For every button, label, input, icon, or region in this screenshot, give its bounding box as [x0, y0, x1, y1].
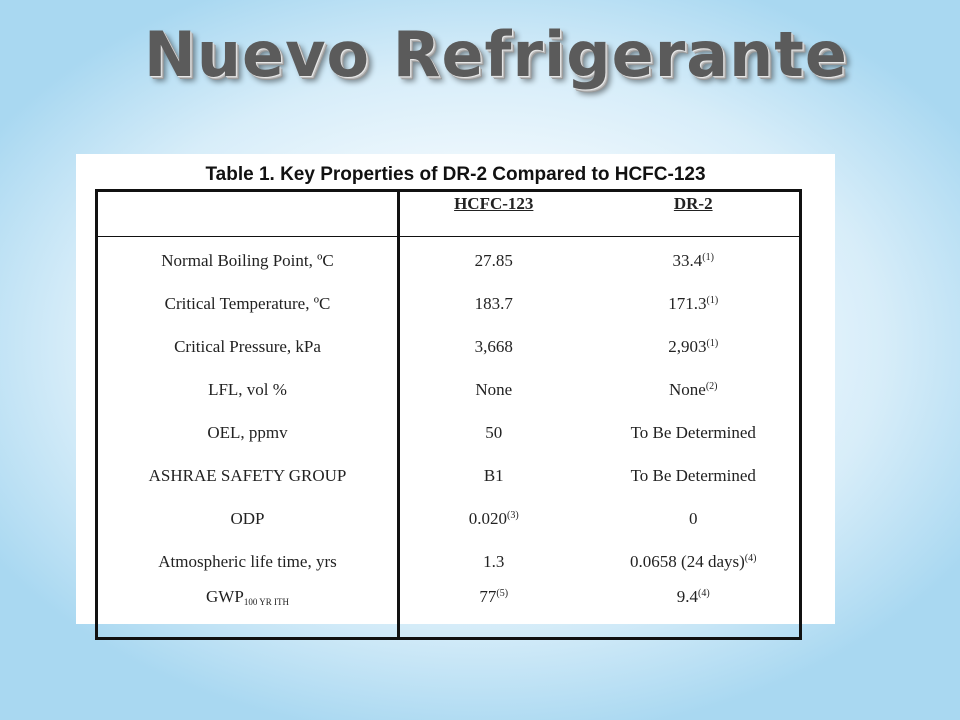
hcfc-123-cell-value: 183.7	[474, 293, 513, 313]
hcfc-123-cell-value: 1.3	[483, 551, 505, 571]
dr-2-cell-footnote: (2)	[705, 380, 718, 392]
dr-2-cell-value: 171.3	[668, 293, 707, 313]
hcfc-123-cell	[399, 583, 588, 639]
dr-2-cell-footnote: (1)	[706, 337, 719, 349]
table-row	[97, 282, 801, 325]
dr-2-cell-value: 2,903	[668, 336, 707, 356]
dr-2-cell-value: 0.0658 (24 days)	[630, 551, 745, 571]
hcfc-123-cell-value: None	[475, 379, 513, 399]
property-cell	[97, 237, 399, 283]
hcfc-123-cell-value: 77	[479, 587, 497, 606]
dr-2-cell	[587, 325, 800, 368]
dr-2-cell	[587, 282, 800, 325]
dr-2-cell	[587, 411, 800, 454]
dr-2-cell-value: 9.4	[676, 587, 699, 606]
property-cell	[97, 411, 399, 454]
hcfc-123-cell	[399, 282, 588, 325]
dr-2-cell-footnote: (1)	[706, 294, 719, 306]
dr-2-cell-value: 33.4	[672, 250, 703, 270]
property-cell-value: OEL, ppmv	[207, 422, 288, 442]
table-row	[97, 368, 801, 411]
property-cell-value: Critical Temperature, ºC	[164, 293, 331, 313]
header-hcfc-123: HCFC-123	[399, 191, 588, 237]
dr-2-cell-footnote: (1)	[702, 251, 714, 263]
hcfc-123-cell-value: 50	[485, 422, 503, 442]
hcfc-123-cell-value: 3,668	[474, 336, 513, 356]
hcfc-123-cell-value: 0.020	[468, 508, 508, 528]
property-cell-value: ODP	[230, 508, 265, 528]
dr-2-cell	[587, 583, 800, 639]
table-row	[97, 411, 801, 454]
dr-2-cell	[587, 368, 800, 411]
header-property	[97, 191, 399, 237]
dr-2-cell-value: None	[668, 379, 706, 399]
dr-2-cell	[587, 497, 800, 540]
property-cell	[97, 368, 399, 411]
properties-table-image	[76, 154, 835, 624]
header-dr-2: DR-2	[587, 191, 800, 237]
hcfc-123-cell	[399, 237, 588, 283]
property-cell	[97, 497, 399, 540]
hcfc-123-cell	[399, 454, 588, 497]
table-row	[97, 540, 801, 583]
table-row	[97, 497, 801, 540]
dr-2-cell-footnote: (4)	[698, 588, 710, 599]
dr-2-cell-footnote: (4)	[744, 552, 757, 564]
hcfc-123-cell	[399, 325, 588, 368]
table-caption: Table 1. Key Properties of DR-2 Compared to HCFC-123	[205, 164, 706, 185]
dr-2-cell-value: To Be Determined	[630, 465, 756, 485]
property-cell-value: GWP	[206, 587, 244, 606]
property-cell	[97, 583, 399, 639]
property-cell	[97, 282, 399, 325]
table-row	[97, 325, 801, 368]
property-cell	[97, 454, 399, 497]
dr-2-cell	[587, 540, 800, 583]
hcfc-123-cell	[399, 540, 588, 583]
hcfc-123-cell	[399, 497, 588, 540]
table-row	[97, 454, 801, 497]
property-cell-value: ASHRAE SAFETY GROUP	[148, 465, 347, 485]
dr-2-cell-value: To Be Determined	[630, 422, 756, 442]
table-row	[97, 583, 801, 639]
hcfc-123-cell	[399, 411, 588, 454]
property-cell-value: LFL, vol %	[208, 379, 287, 399]
property-cell	[97, 325, 399, 368]
table-row	[97, 237, 801, 283]
hcfc-123-cell	[399, 368, 588, 411]
hcfc-123-cell-value: 27.85	[474, 250, 513, 270]
slide-title: Nuevo Refrigerante	[144, 18, 848, 91]
property-cell-value: Critical Pressure, kPa	[174, 336, 321, 356]
property-cell-subscript: 100 YR ITH	[243, 597, 289, 607]
property-cell	[97, 540, 399, 583]
dr-2-cell	[587, 454, 800, 497]
table-header-row	[97, 191, 801, 237]
properties-table	[95, 189, 802, 640]
hcfc-123-cell-footnote: (5)	[496, 588, 509, 599]
hcfc-123-cell-value: B1	[483, 465, 504, 485]
hcfc-123-cell-footnote: (3)	[507, 509, 519, 521]
property-cell-value: Atmospheric life time, yrs	[158, 551, 337, 571]
dr-2-cell	[587, 237, 800, 283]
property-cell-value: Normal Boiling Point, ºC	[161, 250, 334, 270]
dr-2-cell-value: 0	[688, 508, 698, 528]
